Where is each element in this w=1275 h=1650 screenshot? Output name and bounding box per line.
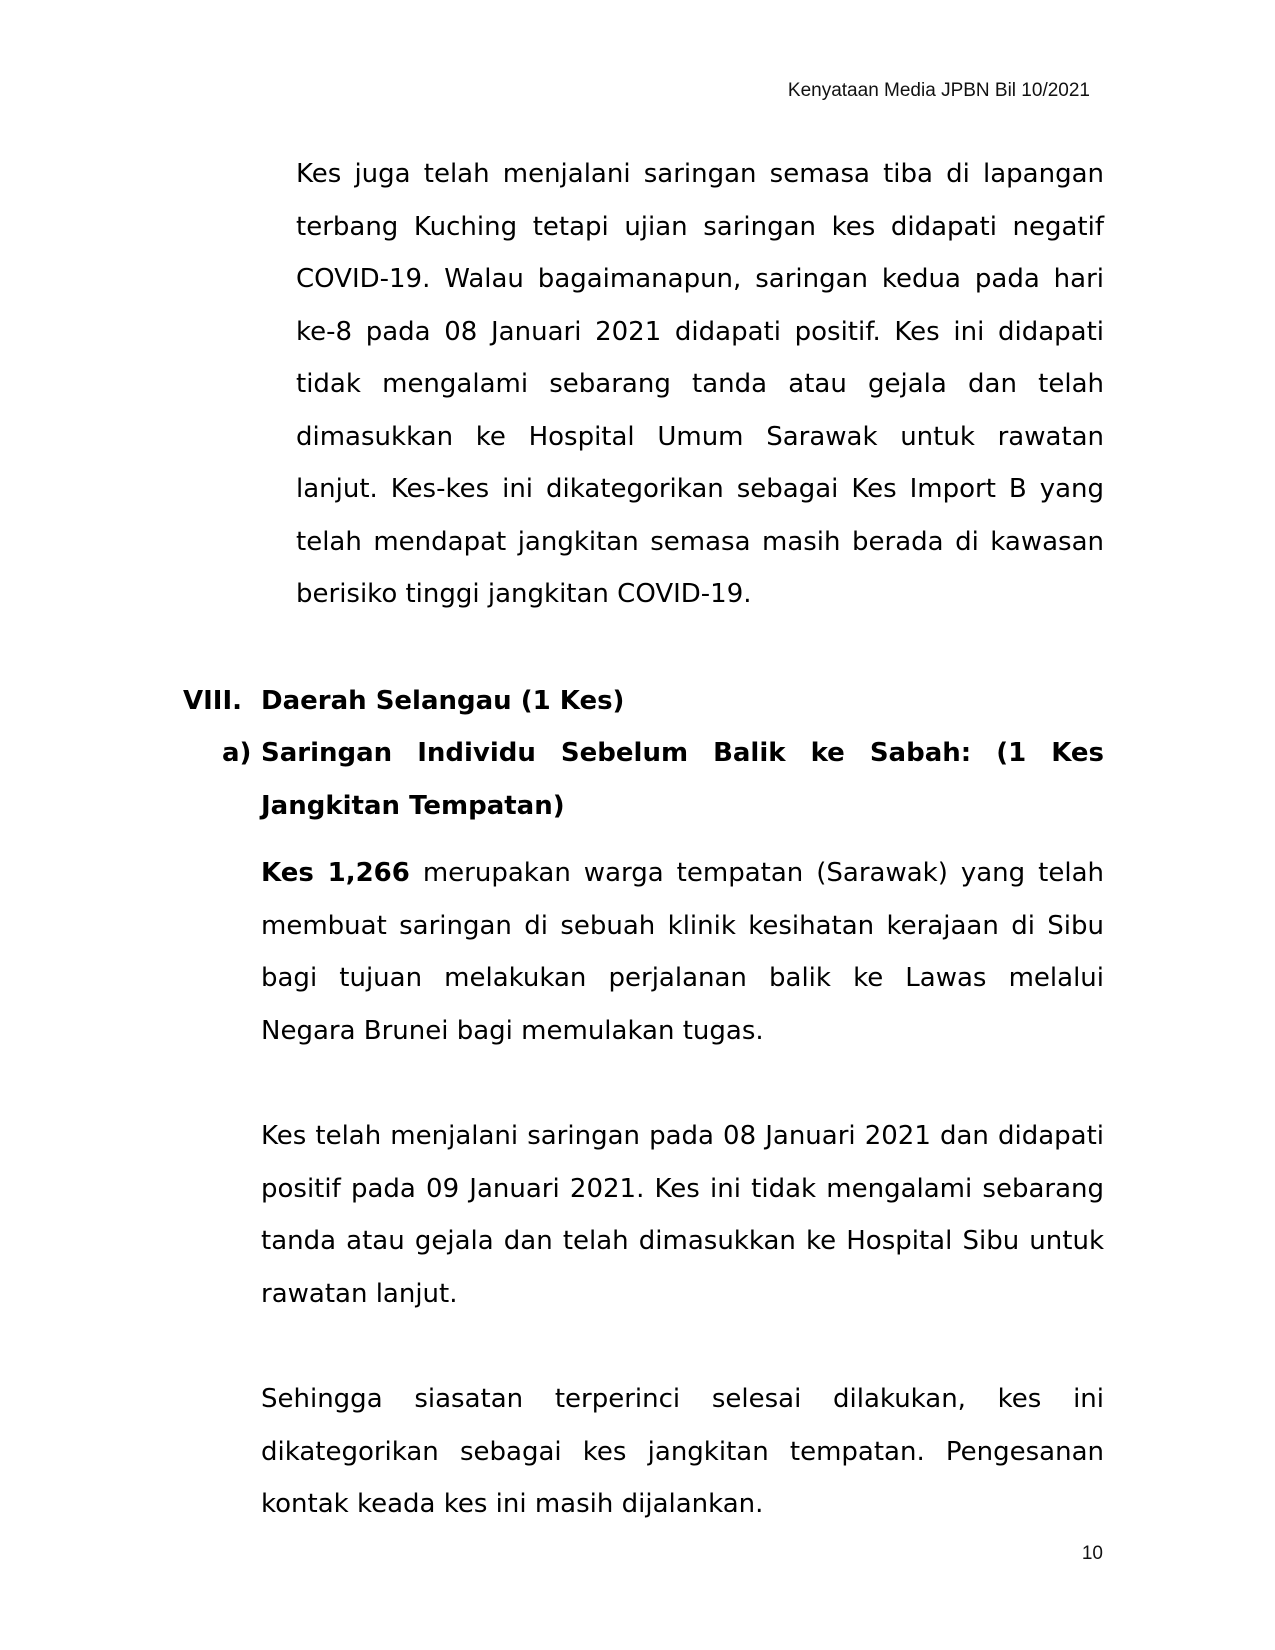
section-title: Daerah Selangau (1 Kes) — [261, 686, 625, 716]
section-heading-viii — [183, 675, 624, 727]
paragraph-case-1266 — [261, 847, 1104, 1057]
paragraph-import-case: Kes juga telah menjalani saringan semasa tiba di lapangan terbang Kuching tetapi ujian saringan kes didapati negatif COVID-19. Walau bagaimanapun, saringan kedua pada hari ke-8 pada 08 Januari 2021 didapati positif. Kes ini didapati tidak mengalami sebarang tanda atau gejala dan telah dimasukkan ke Hospital Umum Sarawak untuk rawatan lanjut. Kes-kes ini dikategorikan sebagai Kes Import B yang telah mendapat jangkitan semasa masih berada di kawasan berisiko tinggi jangkitan COVID-19. — [296, 159, 1104, 609]
document-header: Kenyataan Media JPBN Bil 10/2021 — [787, 80, 1090, 101]
page-number: 10 — [1081, 1543, 1103, 1564]
paragraph-case-1266-text: merupakan warga tempatan (Sarawak) yang telah membuat saringan di sebuah klinik kesihatan kerajaan di Sibu bagi tujuan melakukan perjalanan balik ke Lawas melalui Negara Brunei bagi memulakan tugas. — [261, 858, 1104, 1046]
paragraph-screening-result: Kes telah menjalani saringan pada 08 Januari 2021 dan didapati positif pada 09 Januari 2021. Kes ini tidak mengalami sebarang tanda atau gejala dan telah dimasukkan ke Hospital Sibu untuk rawatan lanjut. — [261, 1121, 1104, 1309]
section-number: VIII. — [183, 686, 243, 716]
subsection-title: Saringan Individu Sebelum Balik ke Sabah: (1 Kes Jangkitan Tempatan) — [261, 738, 1104, 821]
subsection-letter: a) — [222, 738, 252, 768]
case-number-label: Kes 1,266 — [261, 858, 410, 888]
paragraph-investigation: Sehingga siasatan terperinci selesai dilakukan, kes ini dikategorikan sebagai kes jangkitan tempatan. Pengesanan kontak keada kes ini masih dijalankan. — [261, 1384, 1104, 1519]
subsection-heading-a — [222, 727, 1104, 832]
